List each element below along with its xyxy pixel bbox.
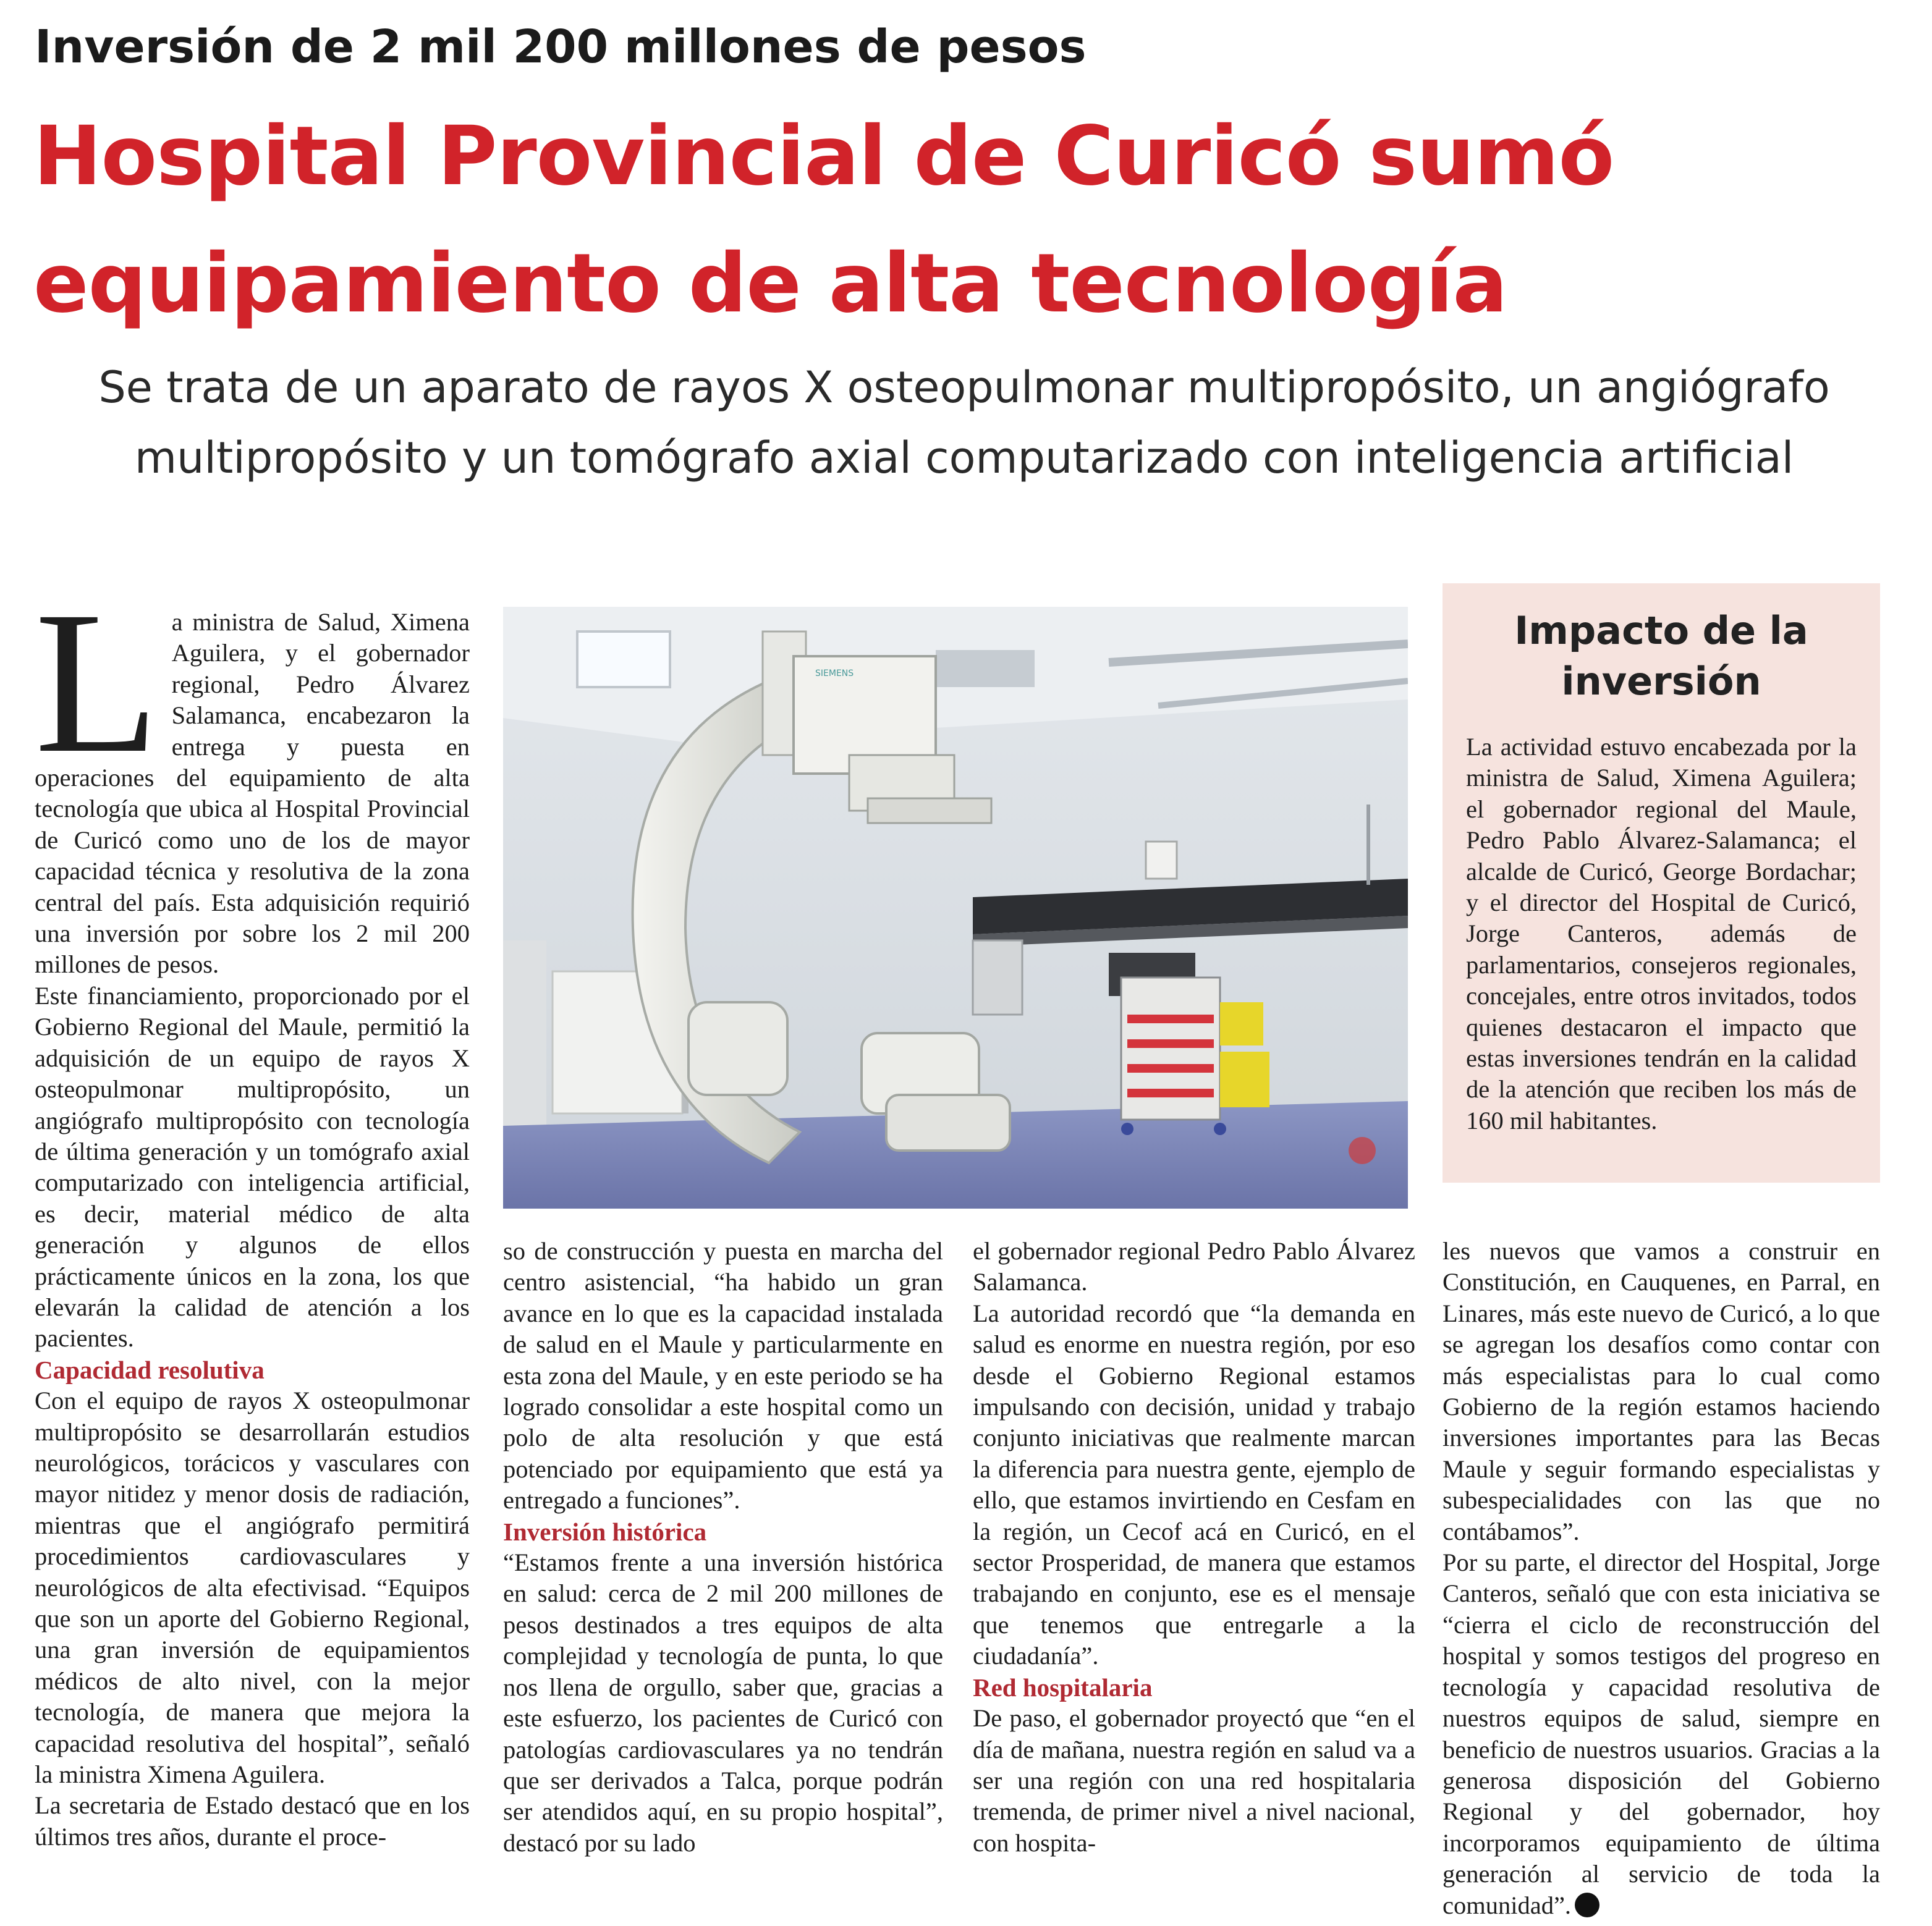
paragraph: “Estamos frente a una inversión histórica en salud: cerca de 2 mil 200 millones de pesos destinados a tres equipos de alta complejidad y tecnología de punta, lo que nos llena de orgullo, saber que, gracias a este esfuerzo, los pacientes de Curicó con patologías cardiovasculares ya no tendrán que ser derivados a Talca, porque podrán ser atendidos aquí, en su propio hospital”, destacó por su lado bbox=[503, 1548, 943, 1857]
equipment-brand-label: SIEMENS bbox=[815, 669, 854, 678]
article-headline: Hospital Provincial de Curicó sumó equipamiento de alta tecnología bbox=[33, 109, 1614, 331]
paragraph: Este financiamiento, proporcionado por el Gobierno Regional del Maule, permitió la adquisición de un equipo de rayos X osteopulmonar multipropósito, un angiógrafo multipropósito con tecnología de última generación y un tomógrafo axial computarizado con inteligencia artificial, es decir, material médico de alta generación y algunos de ellos prácticamente únicos en la zona, los que elevarán la calidad de atención a los pacientes. bbox=[35, 981, 470, 1353]
drop-cap: L bbox=[35, 570, 159, 795]
article-photo bbox=[503, 607, 1408, 1209]
paragraph: La secretaria de Estado destacó que en los últimos tres años, durante el proce- bbox=[35, 1791, 470, 1851]
end-of-article-icon bbox=[1575, 1893, 1599, 1917]
paragraph: La autoridad recordó que “la demanda en salud es enorme en nuestra región, por eso desde el Gobierno Regional estamos impulsando con decisión, unidad y trabajo conjunto iniciativas que realmente marcan la diferencia para nuestra gente, ejemplo de ello, que estamos invirtiendo en Cesfam en la región, un Cecof acá en Curicó, en el sector Prosperidad, de manera que estamos trabajando en conjunto, ese es el mensaje que tenemos que entregarle a la ciudadanía”. bbox=[973, 1299, 1415, 1670]
article-kicker: Inversión de 2 mil 200 millones de pesos bbox=[35, 20, 1087, 74]
paragraph bbox=[1443, 1547, 1880, 1921]
sidebar-body: La actividad estuvo encabezada por la ministra de Salud, Ximena Aguilera; el gobernador regional del Maule, Pedro Pablo Álvarez-Salamanca; el alcalde de Curicó, George Bordachar; y el director del Hospital de Curicó, Jorge Canteros, además de parlamentarios, consejeros regionales, concejales, entre otros invitados, todos quienes destacaron el impacto que estas inversiones tendrán en la calidad de la atención que reciben los más de 160 mil habitantes. bbox=[1466, 733, 1857, 1134]
paragraph: a ministra de Salud, Ximena Aguilera, y el gobernador regional, Pedro Álvarez Salamanca, encabezaron la entrega y puesta en operaciones del equipamiento de alta tecnología que ubica al Hospital Provincial de Curicó como uno de los de mayor capacidad técnica y resolutiva de la zona central del país. Esta adquisición requirió una inversión por sobre los 2 mil 200 millones de pesos. bbox=[35, 608, 470, 979]
subhead-red-hospitalaria: Red hospitalaria bbox=[973, 1673, 1153, 1702]
sidebar-title: Impacto de la inversión bbox=[1514, 608, 1808, 704]
angiography-room-image bbox=[503, 607, 1408, 1209]
paragraph-text: Por su parte, el director del Hospital, Jorge Canteros, señaló que con esta iniciativa se “cierra el ciclo de reconstrucción del hospital y somos testigos del progreso en tecnología y capacidad resolutiva de nuestros equipos de salud, siempre en beneficio de nuestros usuarios. Gracias a la generosa disposición del Gobierno Regional y del gobernador, hoy incorporamos equipamiento de última generación al servicio de toda la comunidad”. bbox=[1443, 1548, 1880, 1919]
paragraph: De paso, el gobernador proyectó que “en el día de mañana, nuestra región en salud va a ser una región con una red hospitalaria tremenda, de primer nivel a nivel nacional, con hospita- bbox=[973, 1704, 1415, 1857]
subhead-inversion-historica: Inversión histórica bbox=[503, 1517, 707, 1546]
subhead-capacidad-resolutiva: Capacidad resolutiva bbox=[35, 1355, 265, 1384]
paragraph: so de construcción y puesta en marcha del centro asistencial, “ha habido un gran avance en lo que es la capacidad instalada de salud en el Maule y particularmente en esta zona del Maule, y en este periodo se ha logrado consolidar a este hospital como un polo de alta resolución y que está potenciado por equipamiento que está ya entregado a funciones”. bbox=[503, 1237, 943, 1514]
column-2 bbox=[503, 1236, 943, 1859]
sidebar-box bbox=[1443, 583, 1880, 1183]
column-1 bbox=[35, 570, 470, 1852]
article-dek: Se trata de un aparato de rayos X osteopulmonar multipropósito, un angiógrafo multipropósito y un tomógrafo axial computarizado con inteligencia artificial bbox=[98, 362, 1830, 483]
column-3 bbox=[973, 1236, 1415, 1859]
paragraph: les nuevos que vamos a construir en Constitución, en Cauquenes, en Parral, en Linares, más este nuevo de Curicó, a lo que se agregan los desafíos como contar con más especialistas para lo cual como Gobierno de la región estamos haciendo inversiones importantes para las Becas Maule y seguir formando especialistas y subespecialidades con las que no contábamos”. bbox=[1443, 1237, 1880, 1545]
paragraph: Con el equipo de rayos X osteopulmonar multipropósito se desarrollarán estudios neurológicos, torácicos y vasculares con mayor nitidez y menor dosis de radiación, mientras que el angiógrafo permitirá procedimientos cardiovasculares y neurológicos de alta efectivisad. “Equipos que son un aporte del Gobierno Regional, una gran inversión de equipamientos médicos de alto nivel, con la mejor tecnología, de manera que mejora la capacidad resolutiva del hospital”, señaló la ministra Ximena Aguilera. bbox=[35, 1387, 470, 1789]
column-4 bbox=[1443, 1236, 1880, 1921]
paragraph: el gobernador regional Pedro Pablo Álvarez Salamanca. bbox=[973, 1237, 1415, 1296]
